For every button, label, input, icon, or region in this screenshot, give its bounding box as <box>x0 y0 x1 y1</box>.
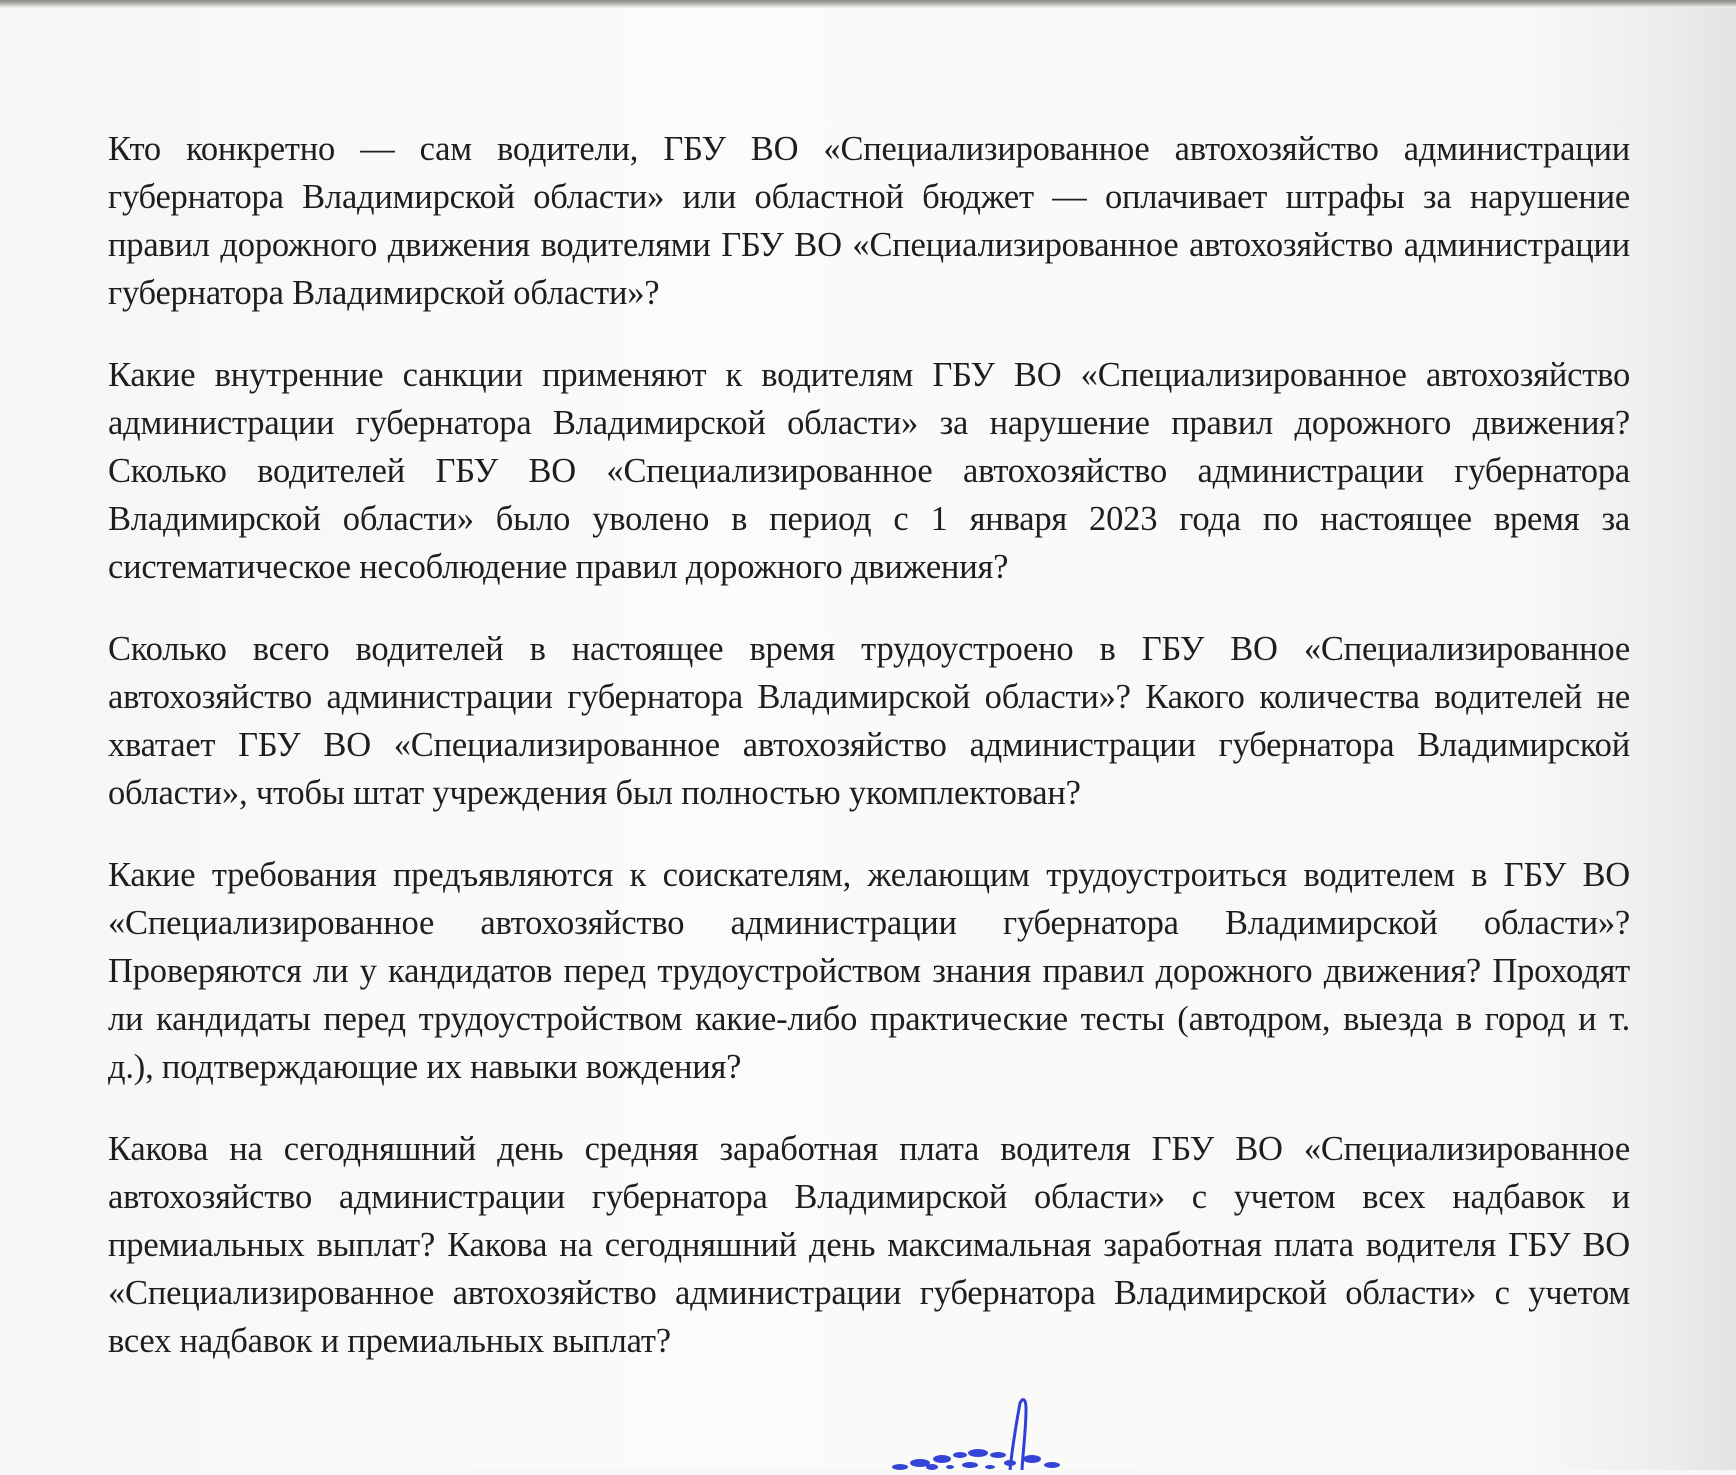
document-body <box>108 125 1630 1399</box>
scan-top-edge <box>0 0 1736 8</box>
paragraph-staffing: Сколько всего водителей в настоящее время трудоустроено в ГБУ ВО «Специализированное автохозяйство администрации губернатора Владимирской области»? Какого количества водителей не хватает ГБУ ВО «Специализированное автохозяйство администрации губернатора Владимирской области», чтобы штат учреждения был полностью укомплектован? <box>108 630 1630 812</box>
scanned-page <box>0 8 1736 1470</box>
paragraph-sanctions: Какие внутренние санкции применяют к водителям ГБУ ВО «Специализированное автохозяйство администрации губернатора Владимирской области» за нарушение правил дорожного движения? Сколько водителей ГБУ ВО «Специализированное автохозяйство администрации губернатора Владимирской области» было уволено в период с 1 января 2023 года по настоящее время за систематическое несоблюдение правил дорожного движения? <box>108 356 1630 586</box>
paragraph-salary: Какова на сегодняшний день средняя заработная плата водителя ГБУ ВО «Специализированное автохозяйство администрации губернатора Владимирской области» с учетом всех надбавок и премиальных выплат? Какова на сегодняшний день максимальная заработная плата водителя ГБУ ВО «Специализированное автохозяйство администрации губернатора Владимирской области» с учетом всех надбавок и премиальных выплат? <box>108 1130 1630 1360</box>
paragraph-requirements: Какие требования предъявляются к соискателям, желающим трудоустроиться водителем в ГБУ ВО «Специализированное автохозяйство администрации губернатора Владимирской области»? Проверяются ли у кандидатов перед трудоустройством знания правил дорожного движения? Проходят ли кандидаты перед трудоустройством какие-либо практические тесты (автодром, выезда в город и т. д.), подтверждающие их навыки вождения? <box>108 856 1630 1086</box>
paragraph-fines: Кто конкретно — сам водители, ГБУ ВО «Специализированное автохозяйство администрации губернатора Владимирской области» или областной бюджет — оплачивает штрафы за нарушение правил дорожного движения водителями ГБУ ВО «Специализированное автохозяйство администрации губернатора Владимирской области»? <box>108 130 1630 312</box>
signature-icon <box>860 1395 1100 1470</box>
